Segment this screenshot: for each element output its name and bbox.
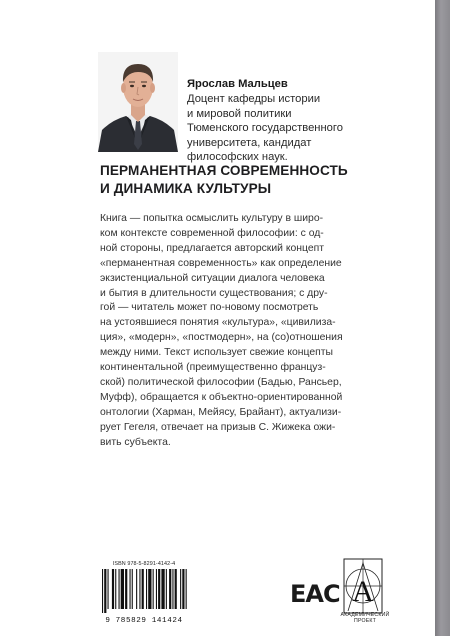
barcode-bar: [102, 569, 103, 613]
author-portrait-image: [98, 52, 178, 152]
barcode-bar: [161, 569, 164, 609]
eac-mark: EAC: [290, 580, 340, 608]
annotation-line: ной стороны, предлагается авторский концепт: [100, 242, 325, 254]
barcode-bar: [172, 569, 173, 609]
annotation-line: и бытия в длительности существования; с дру-: [100, 287, 328, 299]
book-title: [100, 162, 400, 197]
author-name: Ярослав Мальцев: [187, 78, 288, 90]
barcode-bars: [98, 569, 190, 613]
annotation-line: континентальной (преимущественно француз-: [100, 362, 326, 374]
publisher-name: [335, 612, 395, 624]
book-title-line: ПЕРМАНЕНТНАЯ СОВРЕМЕННОСТЬ: [100, 163, 348, 178]
barcode-bar: [104, 569, 106, 613]
barcode-bar: [166, 569, 167, 609]
annotation-line: ция», «модерн», «постмодерн», на (со)отношения: [100, 332, 343, 344]
author-photo: [98, 52, 178, 152]
author-bio-line: Доцент кафедры истории: [187, 93, 321, 106]
author-info: [187, 77, 397, 164]
annotation-line: «перманентная современность» как определение: [100, 257, 342, 269]
page-edge: [435, 0, 450, 636]
barcode-bar: [186, 569, 187, 609]
annotation-line: между ними. Текст использует свежие концепты: [100, 347, 333, 359]
barcode-bar: [158, 569, 160, 609]
barcode-bar: [125, 569, 127, 609]
barcode: [98, 561, 190, 623]
barcode-bar: [142, 569, 144, 609]
publisher-name-line: ПРОЕКТ: [354, 618, 376, 624]
annotation-line: на устоявшиеся понятия «культура», «цивилиза-: [100, 317, 336, 329]
barcode-bar: [119, 569, 120, 609]
author-bio-line: университета, кандидат: [187, 136, 312, 149]
barcode-bar: [146, 569, 147, 609]
isbn-label: ISBN 978-5-8291-4142-4: [112, 561, 176, 567]
annotation-line: вить субъекта.: [100, 436, 171, 448]
barcode-bar: [108, 569, 109, 609]
barcode-bar: [112, 569, 114, 609]
annotation-line: Книга — попытка осмыслить культуру в широ-: [100, 213, 324, 224]
barcode-bar: [156, 569, 157, 609]
barcode-bar: [169, 569, 171, 609]
author-bio-line: философских наук.: [187, 151, 288, 164]
annotation-line: ком контексте современной философии: с од-: [100, 227, 324, 239]
publisher-logo: [342, 557, 384, 617]
barcode-bar: [153, 569, 154, 609]
barcode-bar: [115, 569, 116, 609]
annotation-line: экзистенциальной ситуации диалога человека: [100, 272, 325, 284]
author-bio-line: Тюменского государственного: [187, 122, 343, 135]
book-title-line: И ДИНАМИКА КУЛЬТУРЫ: [100, 180, 272, 196]
barcode-bar: [132, 569, 133, 609]
publisher-name-line: АКАДЕМИЧЕСКИЙ: [340, 612, 390, 618]
annotation-line: ской) политической философии (Бадью, Рансьер,: [100, 376, 342, 388]
barcode-bar: [139, 569, 140, 609]
barcode-bar: [182, 569, 184, 609]
annotation-line: гой — читатель может по-новому посмотреть: [100, 302, 319, 314]
barcode-digits: 9 785829 141424: [105, 617, 183, 625]
barcode-bar: [136, 569, 137, 609]
author-bio-line: и мировой политики: [187, 107, 292, 120]
publisher-letter: А: [352, 575, 374, 608]
publisher-emblem-icon: [342, 557, 384, 617]
barcode-bar: [121, 569, 124, 609]
barcode-bar: [180, 569, 181, 609]
barcode-bar: [175, 569, 177, 609]
annotation-line: Муфф), обращается к объектно-ориентированной: [100, 391, 343, 403]
annotation-line: рует Гегеля, отвечает на призыв С. Жижека ожи-: [100, 421, 336, 433]
book-annotation: [100, 212, 400, 451]
annotation-line: онтологии (Харман, Мейясу, Брайант), актуализи-: [100, 406, 342, 418]
barcode-bar: [130, 569, 131, 609]
barcode-bar: [148, 569, 151, 609]
